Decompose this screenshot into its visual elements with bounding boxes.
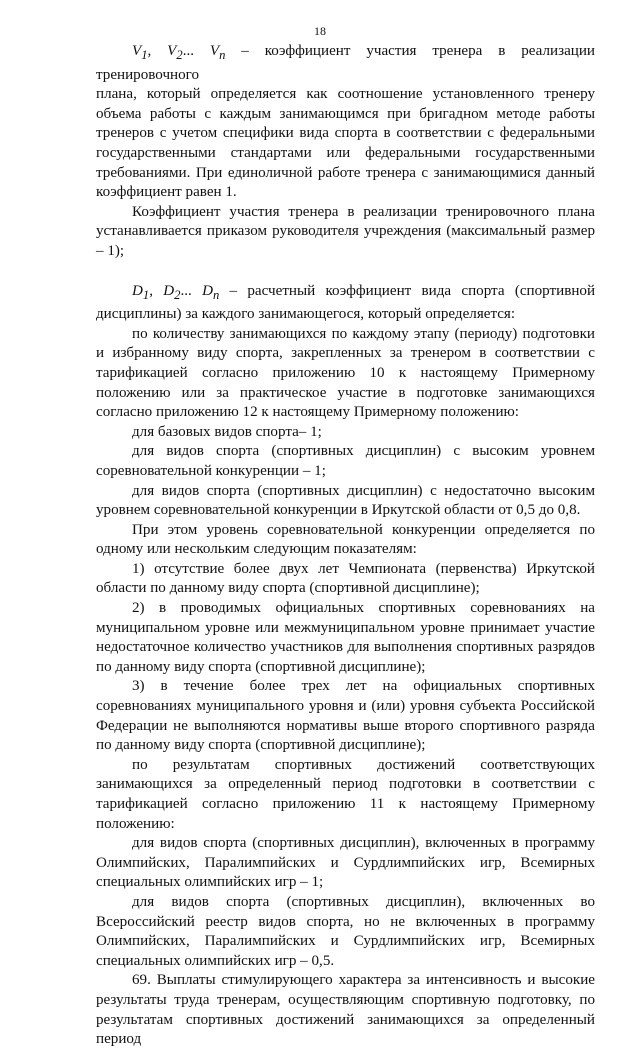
paragraph: При этом уровень соревновательной конкуренции определяется по одному или нескольким следующим показателям: <box>96 521 595 558</box>
paragraph: для базовых видов спорта– 1; <box>132 423 322 440</box>
coefficient-symbol: $V_n$ <box>209 43 226 63</box>
paragraph: для видов спорта (спортивных дисциплин) с высоким уровнем соревновательной конкуренции – 1; <box>96 443 595 479</box>
coefficient-subscript: 2 <box>176 48 183 63</box>
paragraph: для видов спорта (спортивных дисциплин), включенных во Всероссийский реестр видов спорта, но не включенных в программу Олимпийских, Паралимпийских и Сурдлимпийских игр, Всемирных специальных олимпийских игр – 0,5. <box>96 893 595 969</box>
paragraph <box>96 282 595 325</box>
line-text: государственными стандартами или федеральными государственными <box>96 144 595 161</box>
page-number: 18 <box>314 24 326 38</box>
paragraph: 1) отсутствие более двух лет Чемпионата (первенства) Иркутской области по данному виду спорта (спортивной дисциплине); <box>96 560 595 597</box>
line-text: требованиями. При единоличной работе тренера с занимающимися данный <box>96 164 595 181</box>
line-text: дисциплины) за каждого занимающегося, который определяется: <box>96 306 516 323</box>
coefficient-symbol: $V_1$ <box>132 43 148 63</box>
coefficient-symbol: $D_1$ <box>132 282 150 302</box>
line-text: тренеров с учетом специфики вида спорта в соответствии с федеральными <box>96 125 595 142</box>
line-text: – коэффициент участия тренера в реализации тренировочного <box>96 43 595 83</box>
paragraph-line <box>96 183 595 203</box>
coefficient-subscript: 1 <box>141 48 148 63</box>
paragraph-line <box>96 164 595 184</box>
paragraph: по количеству занимающихся по каждому этапу (периоду) подготовки и избранному виду спорта, закрепленных за тренером в соответствии с тарификацией согласно приложению 10 к настоящему Примерному положению или за практическое участие в подготовке занимающихся согласно приложению 12 к настоящему Примерному положению: <box>96 325 595 421</box>
line-text: – расчетный коэффициент вида спорта (спортивной <box>219 282 596 299</box>
paragraph <box>96 42 595 203</box>
coefficient-symbol: $D_n$ <box>202 282 220 302</box>
coefficient-subscript: n <box>212 287 220 302</box>
paragraph-line: $D_1$, $D_2$... $D_n$ – расчетный коэффициент вида спорта (спортивной <box>132 282 596 302</box>
coefficient-subscript: 1 <box>142 287 150 302</box>
document-body <box>96 42 595 1050</box>
paragraph-line <box>96 144 595 164</box>
paragraph: 2) в проводимых официальных спортивных соревнованиях на муниципальном уровне или межмуниципальном уровне принимает участие недостаточное количество участников для выполнения спортивных разрядов по данному виду спорта (спортивной дисциплине); <box>96 600 595 675</box>
paragraph: для видов спорта (спортивных дисциплин) с недостаточно высоким уровнем соревновательной конкуренции в Иркутской области от 0,5 до 0,8. <box>96 482 595 519</box>
line-text: объема работы с каждым занимающимся при бригадном методе работы <box>96 105 595 122</box>
paragraph: 3) в течение более трех лет на официальных спортивных соревнованиях муниципального уровня и (или) уровня субъекта Российской Федерации не выполняются нормативы выше второго спортивного разряда по данному виду спорта (спортивной дисциплине); <box>96 678 595 754</box>
coefficient-symbol: $V_2$ <box>167 43 183 63</box>
paragraph: по результатам спортивных достижений соответствующих занимающихся за определенный период подготовки в соответствии с тарификацией согласно приложению 11 к настоящему Примерному положению: <box>96 756 595 832</box>
paragraph-line <box>96 105 595 125</box>
paragraph: для видов спорта (спортивных дисциплин), включенных в программу Олимпийских, Паралимпийских и Сурдлимпийских игр, Всемирных специальных олимпийских игр – 1; <box>96 835 595 891</box>
paragraph-line <box>96 305 595 325</box>
coefficient-subscript: n <box>219 48 226 63</box>
coefficient-subscript: 2 <box>174 287 181 302</box>
line-text: плана, который определяется как соотношение установленного тренеру <box>96 86 595 103</box>
paragraph-line <box>96 124 595 144</box>
paragraph: Коэффициент участия тренера в реализации тренировочного плана устанавливается приказом руководителя учреждения (максимальный размер – 1); <box>96 203 595 259</box>
paragraph: 69. Выплаты стимулирующего характера за интенсивность и высокие результаты труда тренерам, осуществляющим спортивную подготовку, по результатам спортивных достижений занимающихся за определенный период <box>96 972 595 1048</box>
paragraph-line: $V_1$, $V_2$... $V_n$ – коэффициент участия тренера в реализации тренировочного <box>96 43 595 83</box>
coefficient-symbol: $D_2$ <box>163 282 181 302</box>
paragraph-line <box>96 85 595 105</box>
line-text: коэффициент равен 1. <box>96 184 237 201</box>
